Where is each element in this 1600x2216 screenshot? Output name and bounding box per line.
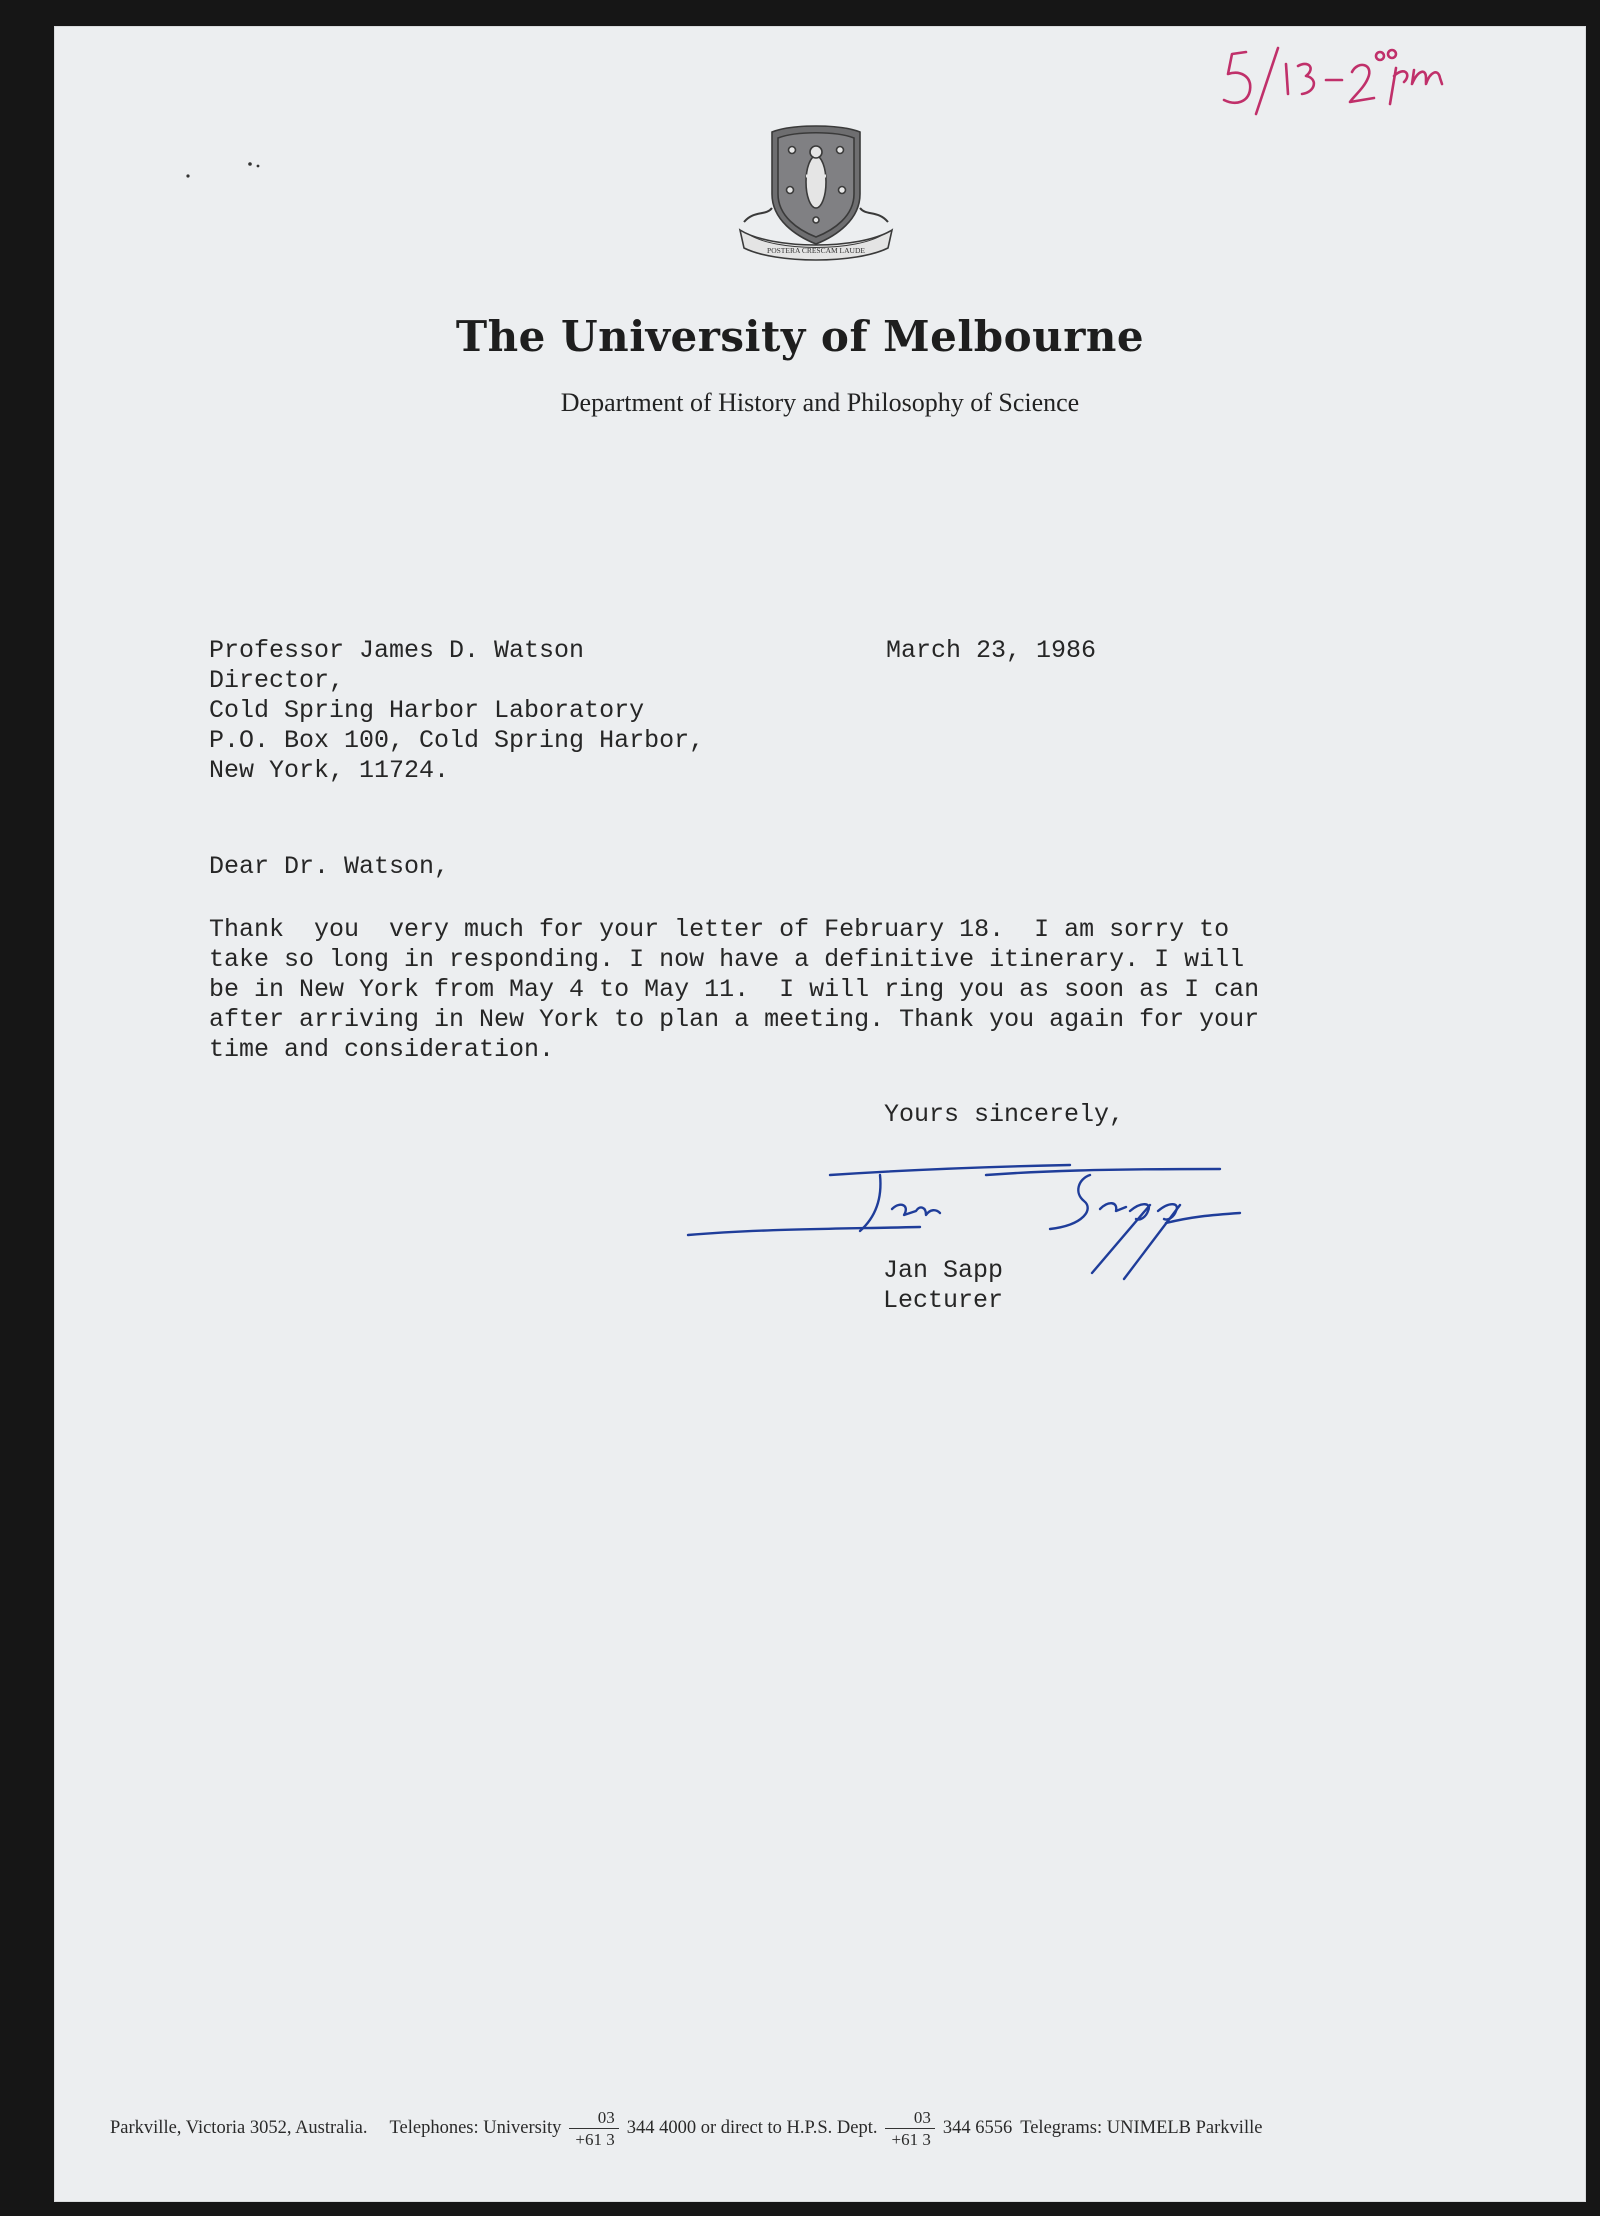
- footer-telegrams: Telegrams: UNIMELB Parkville: [1020, 2118, 1263, 2138]
- letter-date: March 23, 1986: [886, 636, 1097, 665]
- body-line: take so long in responding. I now have a definitive itinerary. I will: [209, 945, 1245, 974]
- body-line: after arriving in New York to plan a meeting. Thank you again for your: [209, 1005, 1260, 1034]
- footer-university-number: 344 4000 or direct to H.P.S. Dept.: [626, 2118, 878, 2138]
- footer-address: Parkville, Victoria 3052, Australia.: [110, 2118, 368, 2138]
- signer-name: Jan Sapp: [883, 1256, 1004, 1285]
- phone-code-fraction: [569, 2108, 618, 2149]
- dept-code-fraction: [885, 2108, 934, 2149]
- closing: Yours sincerely,: [884, 1100, 1125, 1129]
- footer-telephones-label: Telephones: University: [389, 2118, 562, 2138]
- address-line: Director,: [209, 666, 345, 695]
- address-line: Cold Spring Harbor Laboratory: [209, 696, 645, 725]
- ink-specks: [180, 150, 300, 190]
- university-crest: [732, 120, 900, 270]
- salutation: Dear Dr. Watson,: [209, 852, 450, 881]
- footer-dept-number: 344 6556: [942, 2118, 1013, 2138]
- phone-code-top: 03: [597, 2108, 615, 2127]
- body-line: time and consideration.: [209, 1035, 555, 1064]
- phone-code-bottom: +61 3: [569, 2128, 618, 2149]
- signer-block: [883, 1256, 1003, 1316]
- address-line: New York, 11724.: [209, 756, 450, 785]
- letterhead-footer: [110, 2108, 1530, 2149]
- recipient-address: [209, 636, 704, 786]
- crest-motto: POSTERA CRESCAM LAUDE: [767, 246, 865, 255]
- address-line: Professor James D. Watson: [209, 636, 585, 665]
- dept-code-top: 03: [913, 2108, 931, 2127]
- address-line: P.O. Box 100, Cold Spring Harbor,: [209, 726, 705, 755]
- body-line: Thank you very much for your letter of February 18. I am sorry to: [209, 915, 1230, 944]
- department-name: Department of History and Philosophy of Science: [560, 388, 1080, 417]
- body-line: be in New York from May 4 to May 11. I will ring you as soon as I can: [209, 975, 1260, 1004]
- institution-name: The University of Melbourne: [455, 312, 1145, 361]
- handwritten-note: [1208, 30, 1478, 120]
- signer-title: Lecturer: [883, 1286, 1004, 1315]
- dept-code-bottom: +61 3: [885, 2128, 934, 2149]
- letter-body: [209, 915, 1259, 1065]
